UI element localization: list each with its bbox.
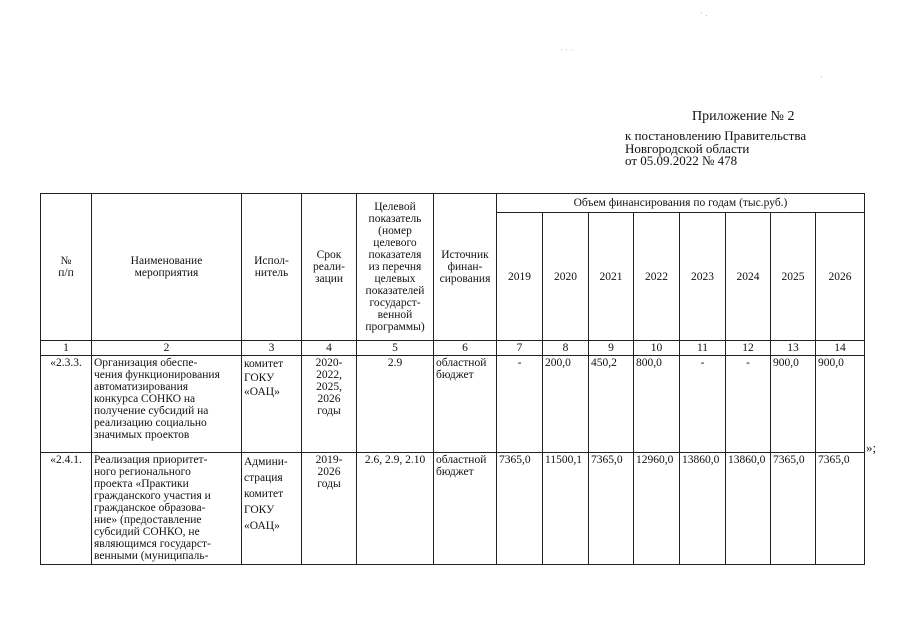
column-number: 12 — [726, 341, 771, 356]
row-value: 13860,0 — [726, 453, 771, 565]
column-number: 1 — [41, 341, 92, 356]
table-row — [41, 453, 865, 565]
row-value: 200,0 — [543, 356, 589, 453]
header-year: 2023 — [680, 213, 726, 341]
row-closing-mark: »; — [866, 440, 877, 455]
reference-line: Новгородской области — [625, 140, 750, 156]
reference-line: к постановлению Правительства — [625, 128, 807, 143]
header-year: 2021 — [589, 213, 634, 341]
row-source: областной бюджет — [434, 453, 497, 565]
row-executor: комитет ГОКУ «ОАЦ» — [242, 356, 302, 453]
column-number: 5 — [357, 341, 434, 356]
row-value: 7365,0 — [589, 453, 634, 565]
header-period: Срок реали- зации — [302, 194, 357, 341]
row-value: 7365,0 — [816, 453, 865, 565]
row-target: 2.6, 2.9, 2.10 — [357, 453, 434, 565]
reference-line: от 05.09.2022 № 478 — [625, 153, 738, 168]
header-no: № п/п — [41, 194, 92, 341]
row-name: Организация обеспе- чения функционирования автоматизирования конкурса СОНКО на получение субсидий на реализацию социально значимых проектов — [92, 356, 242, 453]
column-number: 11 — [680, 341, 726, 356]
appendix-title: Приложение № 2 — [692, 109, 795, 124]
header-target: Целевой показатель (номер целевого показателя из перечня целевых показателей государст- венной программы) — [357, 194, 434, 341]
row-value: 13860,0 — [680, 453, 726, 565]
column-number: 3 — [242, 341, 302, 356]
row-target: 2.9 — [357, 356, 434, 453]
row-value: 900,0 — [816, 356, 865, 453]
row-value: 11500,1 — [543, 453, 589, 565]
funding-table — [40, 193, 865, 565]
header-year: 2025 — [771, 213, 816, 341]
column-number: 13 — [771, 341, 816, 356]
header-year: 2022 — [634, 213, 680, 341]
row-executor: Админи- страция комитет ГОКУ «ОАЦ» — [242, 453, 302, 565]
column-number: 4 — [302, 341, 357, 356]
column-number: 10 — [634, 341, 680, 356]
header-name: Наименование мероприятия — [92, 194, 242, 341]
header-source: Источник финан- сирования — [434, 194, 497, 341]
row-value: 450,2 — [589, 356, 634, 453]
row-value: 800,0 — [634, 356, 680, 453]
scan-mark: · · · — [560, 45, 574, 55]
row-value: - — [680, 356, 726, 453]
scan-mark: · . — [700, 8, 708, 18]
column-number: 14 — [816, 341, 865, 356]
row-period: 2019- 2026 годы — [302, 453, 357, 565]
appendix-reference — [625, 130, 806, 168]
column-number: 7 — [497, 341, 543, 356]
column-number: 6 — [434, 341, 497, 356]
row-value: - — [726, 356, 771, 453]
table-row — [41, 356, 865, 453]
row-value: 12960,0 — [634, 453, 680, 565]
row-value: 900,0 — [771, 356, 816, 453]
row-source: областной бюджет — [434, 356, 497, 453]
column-number: 9 — [589, 341, 634, 356]
row-value: 7365,0 — [497, 453, 543, 565]
header-funding: Объем финансирования по годам (тыс.руб.) — [497, 194, 865, 213]
header-year: 2020 — [543, 213, 589, 341]
row-period: 2020- 2022, 2025, 2026 годы — [302, 356, 357, 453]
header-year: 2024 — [726, 213, 771, 341]
row-value: - — [497, 356, 543, 453]
header-year: 2019 — [497, 213, 543, 341]
header-year: 2026 — [816, 213, 865, 341]
row-name: Реализация приоритет- ного регионального проекта «Практики гражданского участия и гражданское образова- ние» (предоставление субсидий СОНКО, не являющимся государст- венными (муниципаль- — [92, 453, 242, 565]
row-value: 7365,0 — [771, 453, 816, 565]
column-number: 2 — [92, 341, 242, 356]
header-executor: Испол- нитель — [242, 194, 302, 341]
row-no: «2.3.3. — [41, 356, 92, 453]
scan-mark: · — [820, 72, 823, 82]
column-number: 8 — [543, 341, 589, 356]
row-no: «2.4.1. — [41, 453, 92, 565]
column-number-row — [41, 341, 865, 356]
